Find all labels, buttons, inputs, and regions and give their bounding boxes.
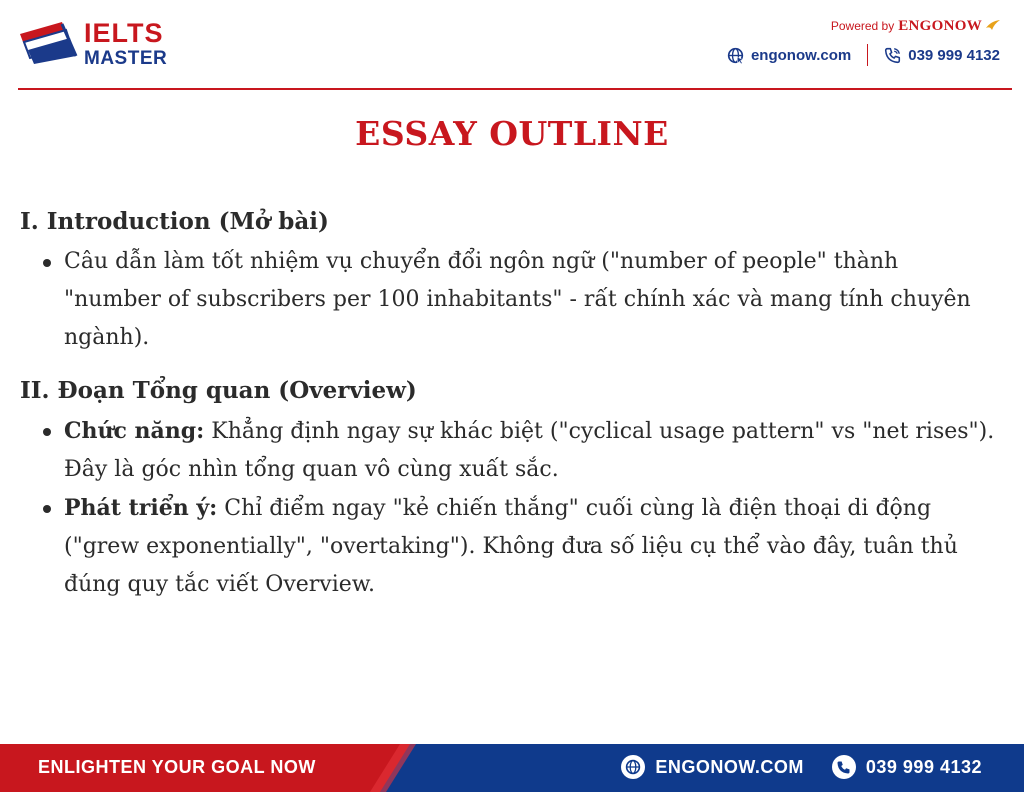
footer [0, 744, 1024, 792]
header-contact [727, 44, 1000, 66]
section-heading: II. Đoạn Tổng quan (Overview) [20, 377, 417, 404]
globe-icon [621, 755, 645, 779]
bullet-text: Chỉ điểm ngay "kẻ chiến thắng" cuối cùng là điện thoại di động ("grew exponentially", "overtaking"). Không đưa số liệu cụ thể vào đây, tuân thủ đúng quy tắc viết Overview. [64, 496, 958, 597]
header-phone-text: 039 999 4132 [908, 46, 1000, 64]
header-divider [18, 88, 1012, 90]
header-website[interactable] [727, 47, 851, 64]
footer-phone-text: 039 999 4132 [865, 756, 982, 777]
header-phone[interactable] [884, 47, 1000, 64]
logo-text-ielts: IELTS [84, 18, 164, 48]
header-contact-divider [867, 44, 868, 66]
essay-outline-content [20, 208, 1000, 604]
list-item [64, 243, 1000, 357]
bullet-text: Khẳng định ngay sự khác biệt ("cyclical usage pattern" vs "net rises"). Đây là góc nhìn tổng quan vô cùng xuất sắc. [64, 419, 995, 482]
section-heading: I. Introduction (Mở bài) [20, 208, 329, 235]
ielts-master-logo[interactable] [18, 14, 188, 74]
powered-by [831, 18, 1000, 35]
page-title: ESSAY OUTLINE [355, 114, 669, 153]
header [0, 0, 1024, 92]
engonow-brand [898, 18, 982, 35]
footer-slogan: ENLIGHTEN YOUR GOAL NOW [38, 757, 316, 777]
list-item [64, 489, 1000, 604]
footer-phone[interactable] [832, 755, 982, 779]
bullet-list [20, 412, 1000, 604]
powered-prefix: Powered by [830, 19, 895, 33]
logo-book-icon [18, 20, 80, 64]
section-introduction [20, 208, 1000, 357]
bullet-text: Câu dẫn làm tốt nhiệm vụ chuyển đổi ngôn ngữ ("number of people" thành "number of subscribers per 100 inhabitants" - rất chính xác và mang tính chuyên ngành). [64, 249, 971, 350]
brand-part-b: NOW [943, 18, 982, 34]
bullet-label: Phát triển ý: [64, 495, 218, 521]
phone-icon [832, 755, 856, 779]
bullet-label: Chức năng: [64, 418, 205, 444]
footer-website-text: ENGONOW.COM [655, 756, 804, 777]
bullet-list [20, 243, 1000, 357]
globe-icon [727, 47, 744, 64]
header-website-text: engonow.com [750, 46, 852, 64]
footer-website[interactable] [621, 755, 804, 779]
list-item [64, 412, 1000, 489]
phone-icon [884, 47, 901, 64]
logo-text-master: MASTER [84, 48, 168, 69]
brand-part-a: ENGO [898, 18, 944, 34]
section-overview [20, 377, 1000, 604]
bird-icon [986, 20, 1000, 30]
footer-contact [621, 755, 982, 779]
